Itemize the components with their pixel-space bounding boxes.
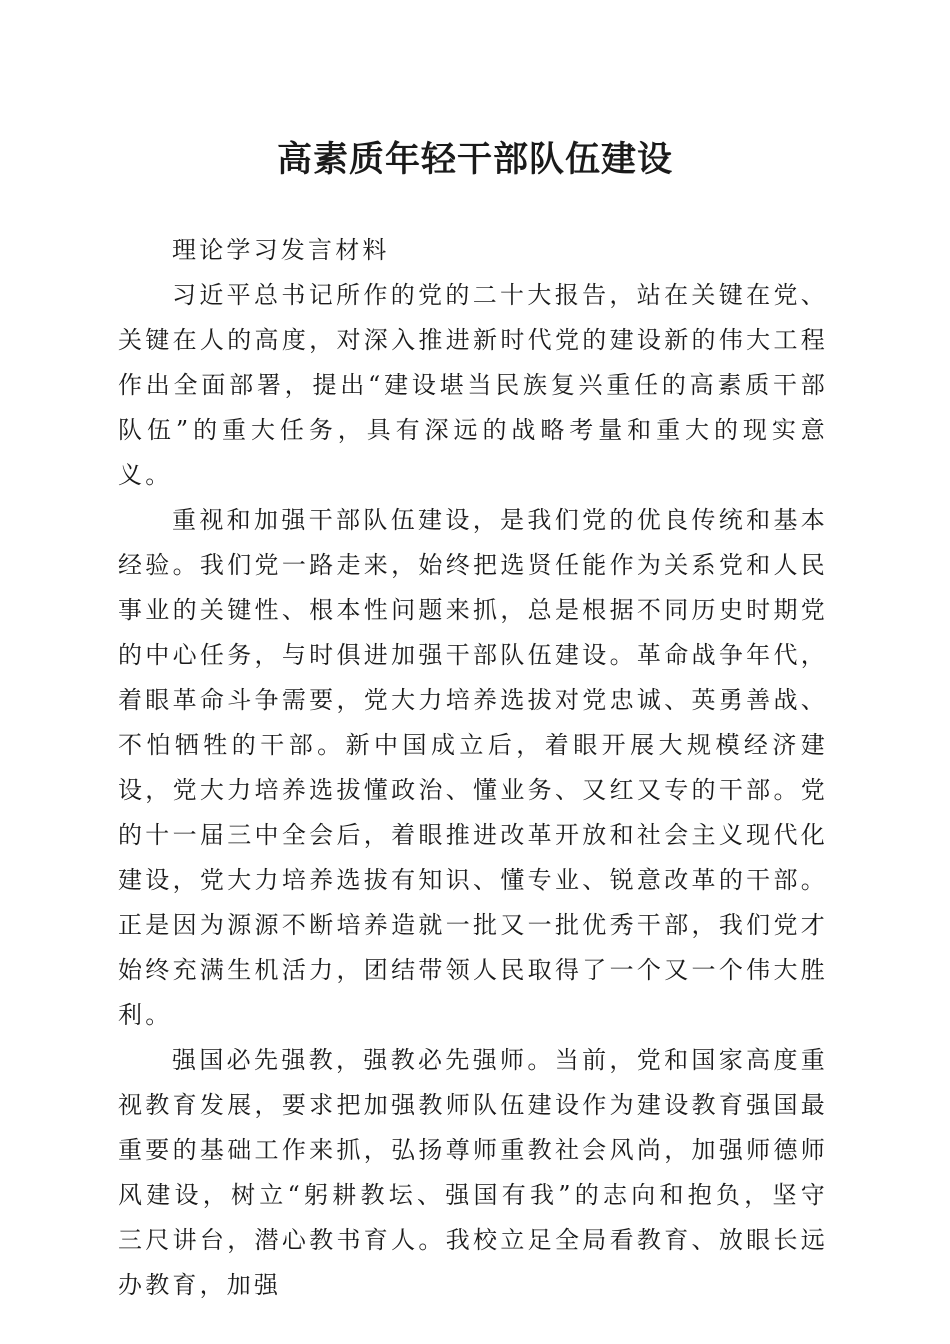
page-title: 高素质年轻干部队伍建设 xyxy=(276,139,673,180)
document-body xyxy=(118,228,828,1308)
document-subtitle: 理论学习发言材料 xyxy=(172,236,390,264)
paragraph-2: 重视和加强干部队伍建设，是我们党的优良传统和基本经验。我们党一路走来，始终把选贤任能作为关系党和人民事业的关键性、根本性问题来抓，总是根据不同历史时期党的中心任务，与时俱进加强干部队伍建设。革命战争年代，着眼革命斗争需要，党大力培养选拔对党忠诚、英勇善战、不怕牺牲的干部。新中国成立后，着眼开展大规模经济建设，党大力培养选拔懂政治、懂业务、又红又专的干部。党的十一届三中全会后，着眼推进改革开放和社会主义现代化建设，党大力培养选拔有知识、懂专业、锐意改革的干部。正是因为源源不断培养造就一批又一批优秀干部，我们党才始终充满生机活力，团结带领人民取得了一个又一个伟大胜利。 xyxy=(118,506,828,1029)
paragraph-3: 强国必先强教，强教必先强师。当前，党和国家高度重视教育发展，要求把加强教师队伍建设作为建设教育强国最重要的基础工作来抓，弘扬尊师重教社会风尚，加强师德师风建设，树立“躬耕教坛、强国有我”的志向和抱负，坚守三尺讲台，潜心教书育人。我校立足全局看教育、放眼长远办教育，加强 xyxy=(118,1046,828,1299)
paragraph-1: 习近平总书记所作的党的二十大报告，站在关键在党、关键在人的高度，对深入推进新时代党的建设新的伟大工程作出全面部署，提出“建设堪当民族复兴重任的高素质干部队伍”的重大任务，具有深远的战略考量和重大的现实意义。 xyxy=(118,281,828,489)
